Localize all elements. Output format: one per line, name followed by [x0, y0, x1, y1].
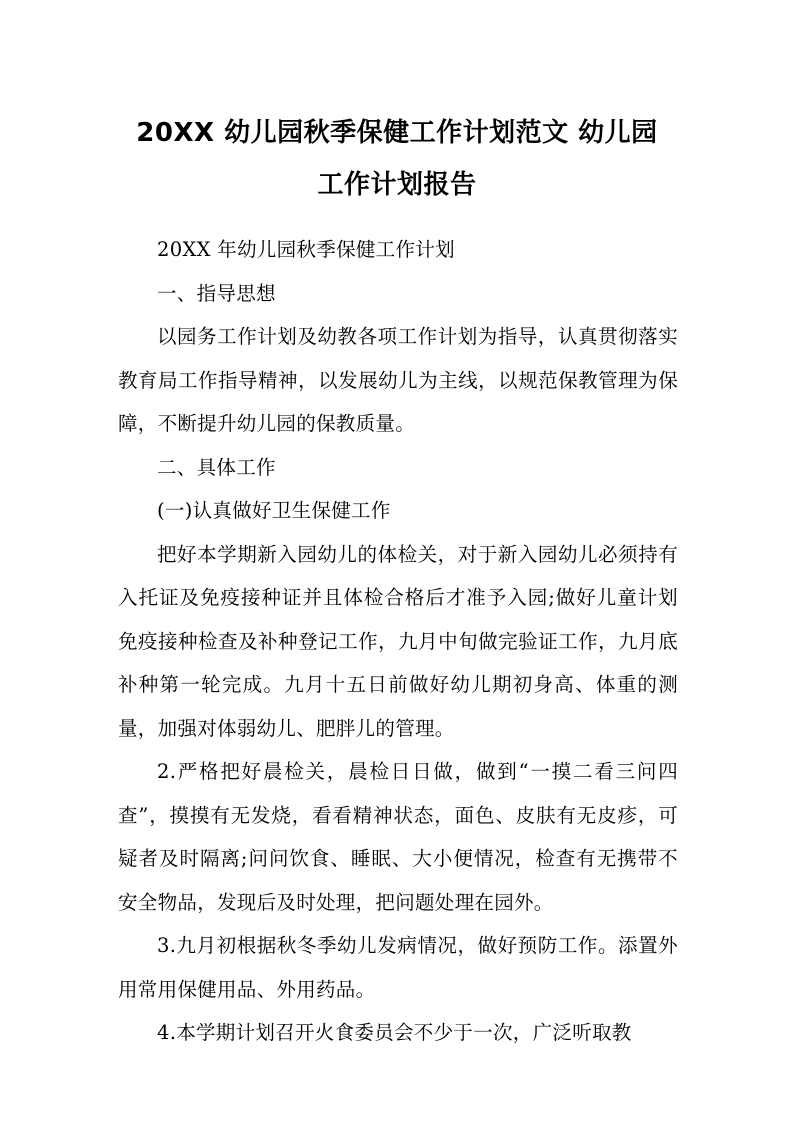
section-heading-specific-work: 二、具体工作 — [157, 455, 276, 479]
title-line-1: 20XX 幼儿园秋季保健工作计划范文 幼儿园 — [136, 118, 658, 149]
subtitle-paragraph: 20XX 年幼儿园秋季保健工作计划 — [157, 238, 455, 261]
body-paragraph: 把好本学期新入园幼儿的体检关，对于新入园幼儿必须持有入托证及免疫接种证并且体检合格后才准予入园;做好儿童计划免疫接种检查及补种登记工作，九月中旬做完验证工作，九月底补种第一轮完成。九月十五日前做好幼儿期初身高、体重的测量，加强对体弱幼儿、肥胖儿的管理。 — [118, 542, 678, 740]
body-paragraph: 以园务工作计划及幼教各项工作计划为指导，认真贯彻落实教育局工作指导精神，以发展幼儿为主线，以规范保教管理为保障，不断提升幼儿园的保教质量。 — [118, 325, 678, 435]
document-title — [110, 107, 684, 211]
section-heading-guiding-ideology: 一、指导思想 — [157, 281, 276, 305]
body-paragraph: 4.本学期计划召开火食委员会不少于一次，广泛听取教 — [157, 1021, 632, 1044]
body-paragraph: 3.九月初根据秋冬季幼儿发病情况，做好预防工作。添置外用常用保健用品、外用药品。 — [118, 934, 678, 1001]
title-line-2: 工作计划报告 — [317, 170, 477, 201]
subsection-heading-hygiene: (一)认真做好卫生保健工作 — [157, 499, 391, 522]
document-body — [118, 228, 678, 1055]
body-paragraph: 2.严格把好晨检关，晨检日日做，做到“一摸二看三问四查”，摸摸有无发烧，看看精神状态，面色、皮肤有无皮疹，可疑者及时隔离;问问饮食、睡眠、大小便情况，检查有无携带不安全物品，发现后及时处理，把问题处理在园外。 — [118, 760, 678, 914]
